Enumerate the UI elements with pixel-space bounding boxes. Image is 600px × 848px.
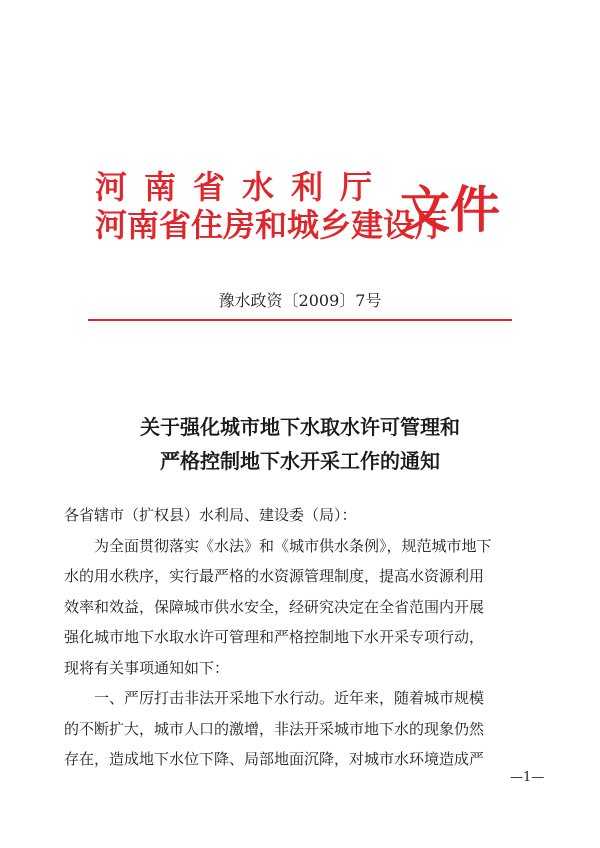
body-line: 强化城市地下水取水许可管理和严格控制地下水开采专项行动， [64,628,485,646]
issuer-names [95,168,447,244]
notice-title [0,410,600,478]
title-line-1: 关于强化城市地下水取水许可管理和 [140,415,460,439]
body-line: 的不断扩大，城市人口的激增，非法开采城市地下水的现象仍然 [64,719,485,738]
notice-body [64,500,544,775]
body-line: 效率和效益，保障城市供水安全，经研究决定在全省范围内开展 [64,597,485,616]
issuer-water-resources-department: 河南省水利厅 [95,168,390,206]
salutation: 各省辖市（扩权县）水利局、建设委（局）： [64,506,357,524]
page-number: —1— [510,770,545,785]
paragraph-intro [64,531,544,684]
letterhead [95,168,525,248]
paragraph-section-1 [64,683,544,775]
issuer-housing-construction-department: 河南省住房和城乡建设厅 [95,206,448,244]
title-line-2: 严格控制地下水开采工作的通知 [160,449,440,473]
document-number: 豫水政资〔2009〕7号 [218,291,382,310]
body-line: 现将有关事项通知如下： [64,658,230,677]
body-line: 为全面贯彻落实《水法》和《城市供水条例》，规范城市地下 [94,536,492,555]
red-divider-line [88,319,512,321]
document-word: 文件 [400,180,500,239]
body-line: 存在，造成地下水位下降、局部地面沉降，对城市水环境造成严 [64,750,485,768]
body-line: 一、严厉打击非法开采地下水行动。近年来，随着城市规模 [94,689,485,707]
body-line: 水的用水秩序，实行最严格的水资源管理制度，提高水资源利用 [64,567,485,585]
